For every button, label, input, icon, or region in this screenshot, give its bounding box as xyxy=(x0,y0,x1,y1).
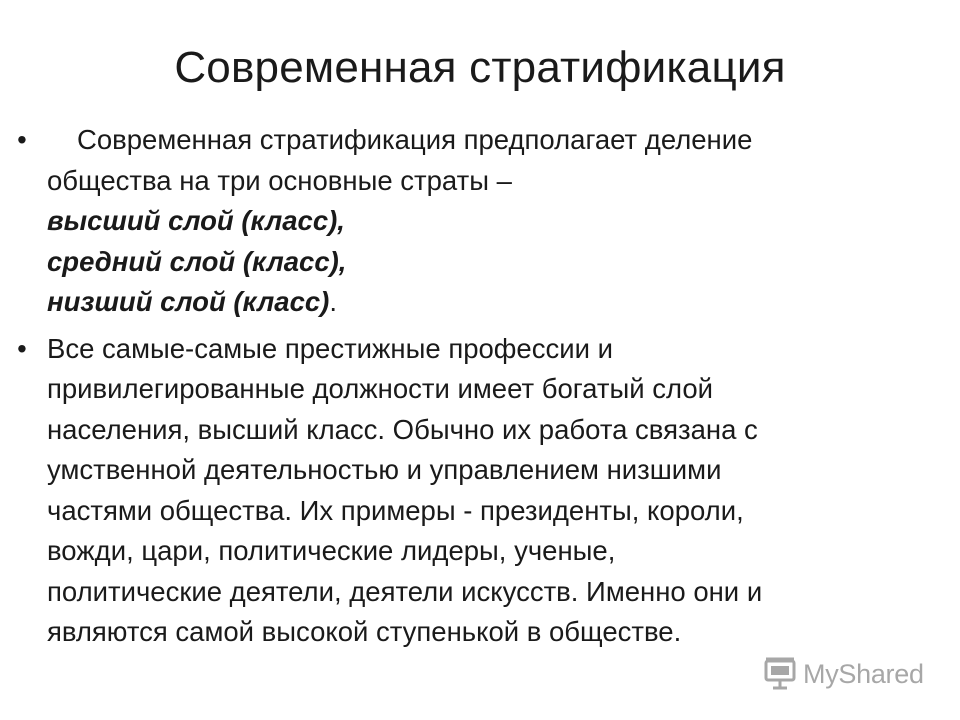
stratum-middle: средний слой (класс), xyxy=(47,245,347,277)
bullet-line: являются самой высокой ступенькой в обществе. xyxy=(47,616,682,647)
bullet-mark: • xyxy=(17,124,27,155)
bullet-item-professions xyxy=(10,329,910,653)
end-punctuation: . xyxy=(329,286,337,317)
bullet-line: вожди, цари, политические лидеры, ученые, xyxy=(47,535,616,566)
slide-content xyxy=(10,120,910,653)
watermark-text: MyShared xyxy=(803,658,924,689)
bullet-line: населения, высший класс. Обычно их работа связана с xyxy=(47,413,758,445)
slide-title: Современная стратификация xyxy=(174,43,786,92)
bullet-line: привилегированные должности имеет богатый слой xyxy=(47,373,713,404)
bullet-mark: • xyxy=(17,332,27,364)
stratum-lower-line xyxy=(47,282,910,323)
bullet-line: умственной деятельностью и управлением низшими xyxy=(47,454,722,485)
bullet-item-strata xyxy=(10,120,910,323)
bullet-line: Все самые-самые престижные профессии и xyxy=(47,332,613,364)
bullet-line: Современная стратификация предполагает деление xyxy=(77,124,753,155)
bullet-line: политические деятели, деятели искусств. Именно они и xyxy=(47,575,763,607)
myshared-watermark xyxy=(763,652,928,696)
presentation-board-icon xyxy=(763,657,797,691)
bullet-line: общества на три основные страты – xyxy=(47,164,512,196)
stratum-upper: высший слой (класс), xyxy=(47,205,345,236)
bullet-line: частями общества. Их примеры - президенты, короли, xyxy=(47,494,744,526)
stratum-lower: низший слой (класс) xyxy=(47,286,330,317)
